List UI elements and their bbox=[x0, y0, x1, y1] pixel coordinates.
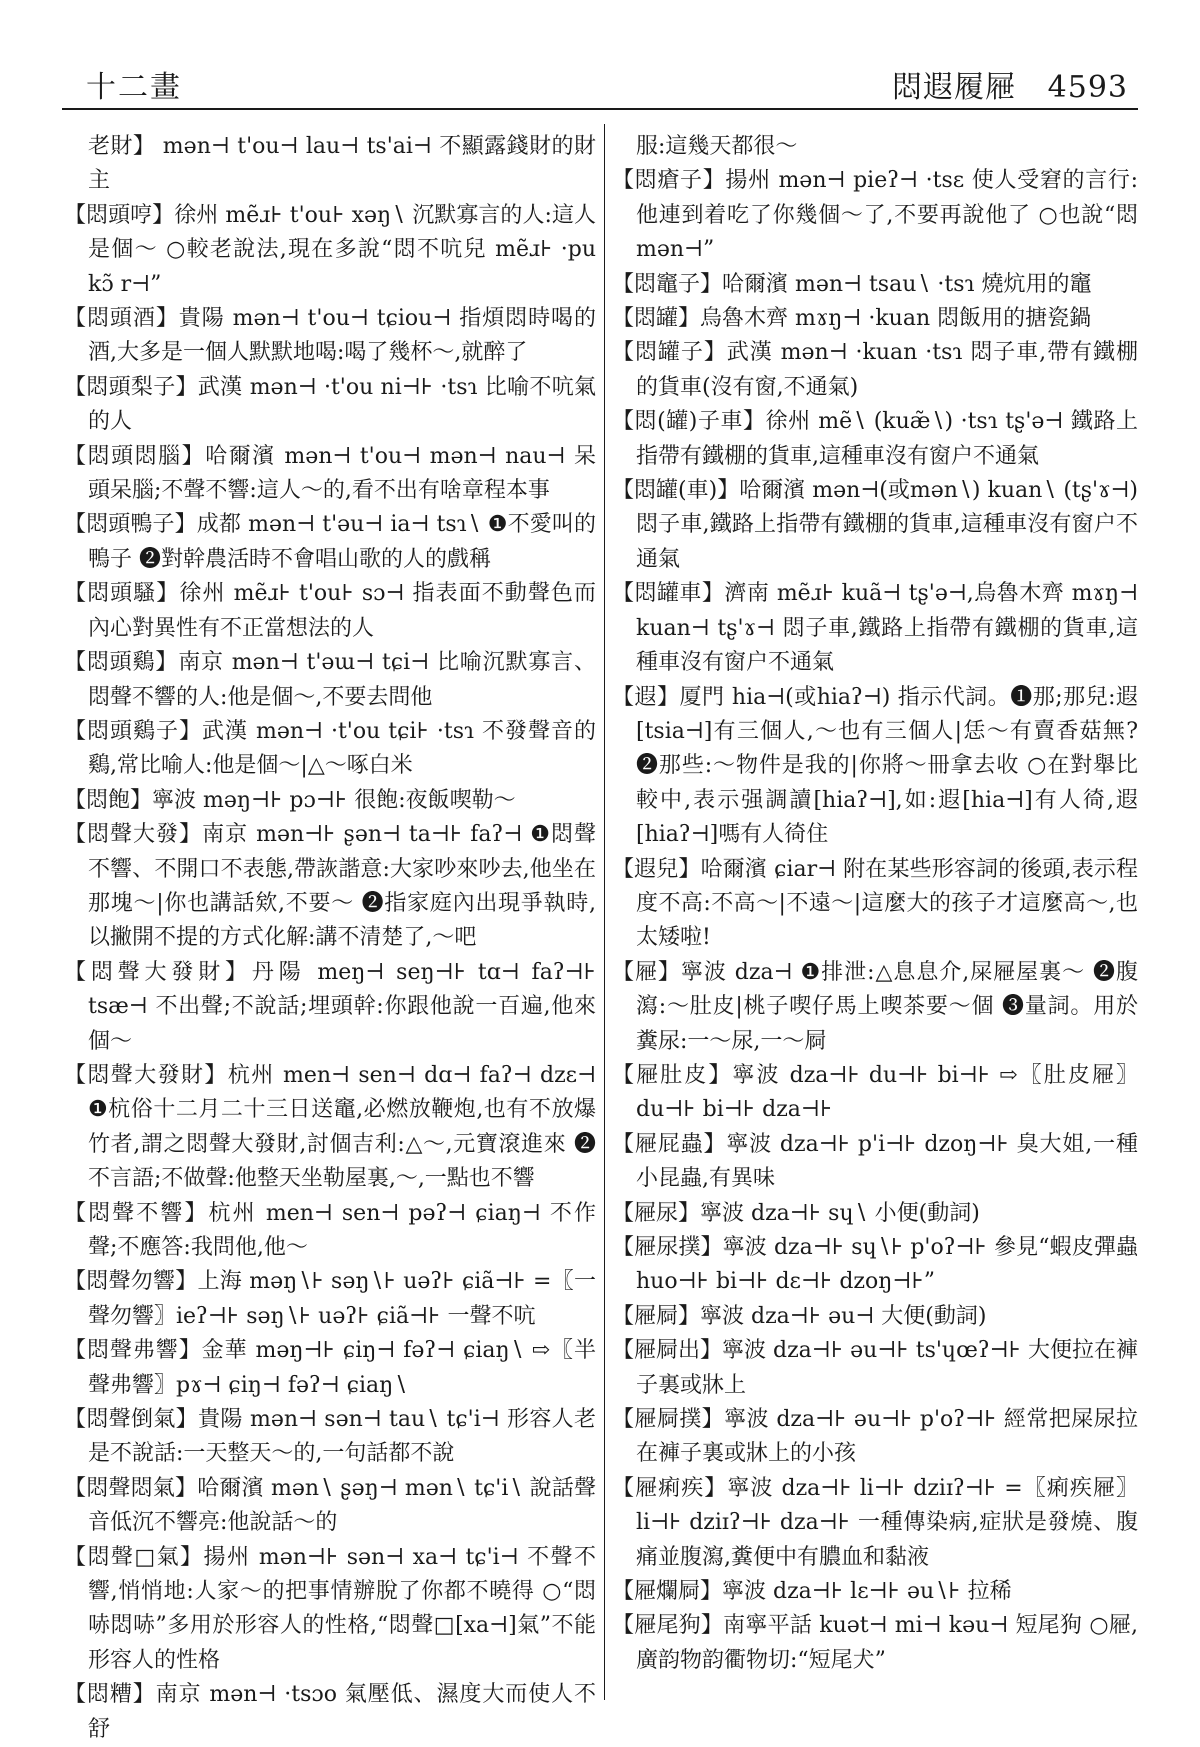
dictionary-entry: 【遐兒】哈爾濱 ɕiar⊣ 附在某些形容詞的後頭,表示程度不高:不高～|不遠～|這麼大的孩子才這麼高～,也太矮啦! bbox=[612, 856, 1138, 951]
dictionary-entry: 【屜爛屙】寧波 dza⊣⊦ lɛ⊣⊦ əu∖⊦ 拉稀 bbox=[612, 1579, 1012, 1605]
dictionary-entry: 【悶聲勿響】上海 məŋ∖⊦ səŋ∖⊦ uəʔ⊦ ɕiã⊣⊦ =〖一聲勿響〗ieʔ⊣⊦ səŋ∖⊦ uəʔ⊦ ɕiã⊣⊦ 一聲不吭 bbox=[64, 1269, 596, 1329]
dictionary-entry: 【屜肚皮】寧波 dza⊣⊦ du⊣⊦ bi⊣⊦ ⇨〖肚皮屜〗du⊣⊦ bi⊣⊦ dza⊣⊦ bbox=[612, 1062, 1138, 1123]
dictionary-entry: 【悶聲大發財】丹陽 meŋ⊣ seŋ⊣⊦ tɑ⊣ faʔ⊣⊦ tsæ⊣ 不出聲;不說話;埋頭幹:你跟他說一百遍,他來個～ bbox=[64, 959, 596, 1054]
dictionary-entry: 【悶聲大發財】杭州 men⊣ sen⊣ dɑ⊣ faʔ⊣ dzɛ⊣ ❶杭俗十二月二十三日送竈,必燃放鞭炮,也有不放爆竹者,謂之悶聲大發財,討個吉利:△～,元寶滾進來 ❷不言語;不做聲:他整天坐勒屋裏,～,一點也不響 bbox=[64, 1062, 596, 1192]
column-divider bbox=[604, 124, 605, 1700]
headwords-range: 悶遐履屜 bbox=[892, 70, 1017, 105]
dictionary-entry: 【悶頭梨子】武漢 mən⊣ ·t'ou ni⊣⊦ ·tsɿ 比喻不吭氣的人 bbox=[64, 374, 596, 435]
page-section-header: 十二畫 bbox=[86, 70, 182, 105]
dictionary-entry: 老財】 mən⊣ t'ou⊣ lau⊣ ts'ai⊣ 不顯露錢財的財主 bbox=[88, 134, 596, 194]
dictionary-entry: 【屜屙撲】寧波 dza⊣⊦ əu⊣⊦ p'oʔ⊣⊦ 經常把屎尿拉在褲子裏或牀上的小孩 bbox=[612, 1407, 1138, 1467]
dictionary-entry: 【屜】寧波 dza⊣ ❶排泄:△息息介,屎屜屋裏～ ❷腹瀉:～肚皮|桃子喫仔馬上喫茶要～個 ❸量詞。用於糞尿:一～尿,一～屙 bbox=[612, 959, 1138, 1054]
dictionary-entry: 【悶聲倒氣】貴陽 mən⊣ sən⊣ tau∖ tɕ'i⊣ 形容人老是不說話:一天整天～的,一句話都不說 bbox=[64, 1407, 596, 1467]
dictionary-entry: 【悶(罐)子車】徐州 mẽ∖ (kuæ̃∖) ·tsɿ tʂ'ə⊣ 鐵路上指帶有鐵棚的貨車,這種車沒有窗户不通氣 bbox=[612, 409, 1138, 469]
dictionary-entry: 【悶聲大發】南京 mən⊣⊦ ʂən⊣ ta⊣⊦ faʔ⊣ ❶悶聲不響、不開口不表態,帶詼諧意:大家吵來吵去,他坐在那塊～|你也講話欸,不要～ ❷指家庭內出現爭執時,以撇開不提的方式化解:講不清楚了,～吧 bbox=[64, 822, 596, 951]
dictionary-entry: 【屜屙出】寧波 dza⊣⊦ əu⊣⊦ ts'ɥœʔ⊣⊦ 大便拉在褲子裏或牀上 bbox=[612, 1338, 1139, 1398]
dictionary-entry: 【遐】厦門 hia⊣(或hiaʔ⊣) 指示代詞。❶那;那兒:遐[tsia⊣]有三個人,～也有三個人|恁～有賣香菇無? ❷那些:～物件是我的|你將～冊拿去收 ○在對舉比較中,表示强調讀[hiaʔ⊣],如:遐[hia⊣]有人徛,遐[hiaʔ⊣]嗎有人徛住 bbox=[612, 684, 1138, 848]
dictionary-entry: 【悶聲悶氣】哈爾濱 mən∖ ʂəŋ⊣ mən∖ tɕ'i∖ 說話聲音低沉不響亮:他說話～的 bbox=[64, 1475, 596, 1536]
page-running-head bbox=[892, 62, 1128, 106]
dictionary-entry: 【悶罐】烏魯木齊 mɤŋ⊣ ·kuan 悶飯用的搪瓷鍋 bbox=[612, 306, 1092, 332]
dictionary-entry: 【屜尿撲】寧波 dza⊣⊦ sɥ∖⊦ p'oʔ⊣⊦ 參見“蝦皮彈蟲huo⊣⊦ bi⊣⊦ dɛ⊣⊦ dzoŋ⊣⊦” bbox=[612, 1235, 1138, 1295]
dictionary-entry: 【悶頭哼】徐州 mẽɹ⊦ t'ou⊦ xəŋ∖ 沉默寡言的人:這人是個～ ○較老說法,現在多說“悶不吭兒 mẽɹ⊦ ·pu kɔ̃ r⊣” bbox=[64, 202, 596, 297]
dictionary-entry: 【悶頭騷】徐州 mẽɹ⊦ t'ou⊦ sɔ⊣ 指表面不動聲色而內心對異性有不正當想法的人 bbox=[64, 581, 596, 641]
dictionary-entry: 【悶罐(車)】哈爾濱 mən⊣(或mən∖) kuan∖ (tʂ'ɤ⊣) 悶子車,鐵路上指帶有鐵棚的貨車,這種車沒有窗户不通氣 bbox=[612, 478, 1138, 572]
dictionary-entry: 服:這幾天都很～ bbox=[636, 134, 798, 159]
dictionary-entry: 【悶頭悶腦】哈爾濱 mən⊣ t'ou⊣ mən⊣ nau⊣ 呆頭呆腦;不聲不響:這人～的,看不出有啥章程本事 bbox=[64, 443, 596, 504]
dictionary-entry: 【悶飽】寧波 məŋ⊣⊦ pɔ⊣⊦ 很飽:夜飯喫勒～ bbox=[64, 787, 516, 813]
dictionary-entry: 【悶聲□氣】揚州 mən⊣⊦ sən⊣ xa⊣ tɕ'i⊣ 不聲不響,悄悄地:人家～的把事情辦脫了你都不曉得 ○“悶哧悶哧”多用於形容人的性格,“悶聲□[xa⊣]氣”不能形容人的性格 bbox=[64, 1544, 596, 1673]
dictionary-entry: 【悶瘡子】揚州 mən⊣ pieʔ⊣ ·tsɛ 使人受窘的言行:他連到着吃了你幾個～了,不要再說他了 ○也說“悶mən⊣” bbox=[612, 168, 1138, 263]
dictionary-entry: 【悶頭鷄】南京 mən⊣ t'əɯ⊣ tɕi⊣ 比喻沉默寡言、悶聲不響的人:他是個～,不要去問他 bbox=[64, 650, 596, 710]
dictionary-entry: 【屜痢疾】寧波 dza⊣⊦ li⊣⊦ dziɪʔ⊣⊦ =〖痢疾屜〗li⊣⊦ dziɪʔ⊣⊦ dza⊣⊦ 一種傳染病,症狀是發燒、腹痛並腹瀉,糞便中有膿血和黏液 bbox=[612, 1475, 1138, 1570]
dictionary-entry: 【屜尿】寧波 dza⊣⊦ sɥ∖ 小便(動詞) bbox=[612, 1200, 980, 1226]
dictionary-entry: 【悶頭鷄子】武漢 mən⊣ ·t'ou tɕi⊦ ·tsɿ 不發聲音的鷄,常比喻人:他是個～|△～啄白米 bbox=[64, 718, 596, 779]
right-column bbox=[612, 130, 1138, 1700]
dictionary-entry: 【悶糟】南京 mən⊣ ·tsɔo 氣壓低、濕度大而使人不舒 bbox=[64, 1682, 596, 1742]
dictionary-entry: 【屜尾狗】南寧平話 kuət⊣ mi⊣ kəu⊣ 短尾狗 ○屜,廣韵物韵衢物切:“短尾犬” bbox=[612, 1613, 1138, 1673]
page-number: 4593 bbox=[1047, 70, 1128, 105]
dictionary-entry: 【悶頭酒】貴陽 mən⊣ t'ou⊣ tɕiou⊣ 指煩悶時喝的酒,大多是一個人默默地喝:喝了幾杯～,就醉了 bbox=[64, 306, 596, 366]
header-rule bbox=[62, 108, 1138, 110]
dictionary-entry: 【悶罐車】濟南 mẽɹ⊦ kuã⊣ tʂ'ə⊣,烏魯木齊 mɤŋ⊣ kuan⊣ tʂ'ɤ⊣ 悶子車,鐵路上指帶有鐵棚的貨車,這種車沒有窗户不通氣 bbox=[612, 581, 1138, 676]
dictionary-entry: 【屜屁蟲】寧波 dza⊣⊦ p'i⊣⊦ dzoŋ⊣⊦ 臭大姐,一種小昆蟲,有異味 bbox=[612, 1131, 1138, 1192]
dictionary-entry: 【悶聲不響】杭州 men⊣ sen⊣ pəʔ⊣ ɕiaŋ⊣ 不作聲;不應答:我問他,他～ bbox=[64, 1200, 596, 1260]
dictionary-entry: 【屜屙】寧波 dza⊣⊦ əu⊣ 大便(動詞) bbox=[612, 1303, 987, 1329]
dictionary-entry: 【悶罐子】武漢 mən⊣ ·kuan ·tsɿ 悶子車,帶有鐵棚的貨車(沒有窗,不通氣) bbox=[612, 340, 1138, 400]
left-column bbox=[64, 130, 596, 1742]
dictionary-entry: 【悶竈子】哈爾濱 mən⊣ tsau∖ ·tsɿ 燒炕用的竈 bbox=[612, 271, 1092, 297]
dictionary-entry: 【悶聲弗響】金華 məŋ⊣⊦ ɕiŋ⊣ fəʔ⊣ ɕiaŋ∖ ⇨〖半聲弗響〗pɤ⊣ ɕiŋ⊣ fəʔ⊣ ɕiaŋ∖ bbox=[64, 1338, 596, 1398]
dictionary-entry: 【悶頭鴨子】成都 mən⊣ t'əu⊣ ia⊣ tsɿ∖ ❶不愛叫的鴨子 ❷對幹農活時不會唱山歌的人的戲稱 bbox=[64, 512, 596, 572]
